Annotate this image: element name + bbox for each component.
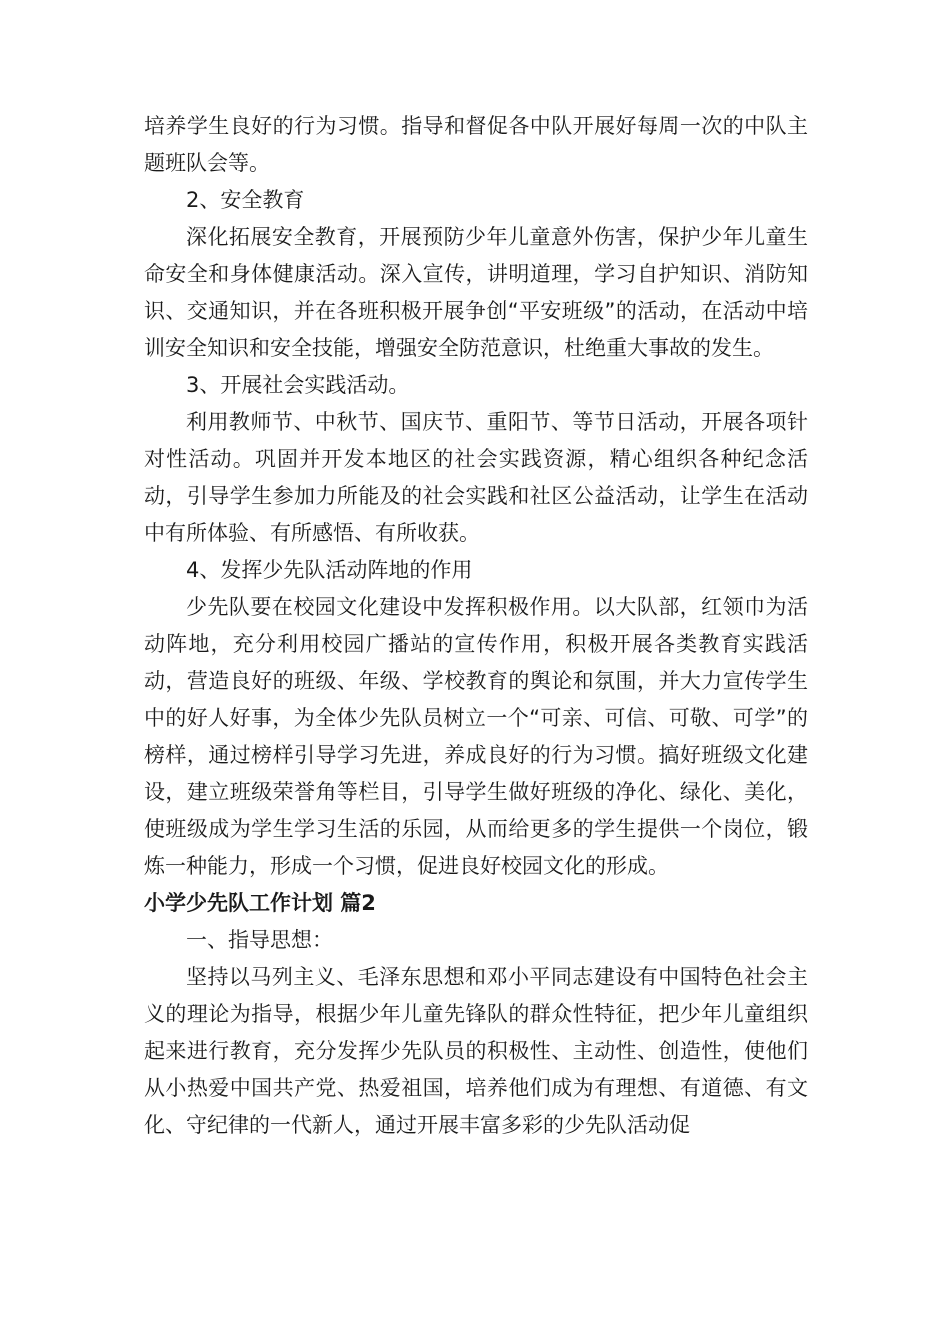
section-heading-guiding-ideology: 一、指导思想： <box>186 928 333 952</box>
paragraph-safety-education: 深化拓展安全教育，开展预防少年儿童意外伤害，保护少年儿童生命安全和身体健康活动。深入宣传，讲明道理，学习自护知识、消防知识、交通知识，并在各班积极开展争创“平安班级”的活动，在活动中培训安全知识和安全技能，增强安全防范意识，杜绝重大事故的发生。 <box>144 225 808 360</box>
paragraph-pioneer-position: 少先队要在校园文化建设中发挥积极作用。以大队部，红领巾为活动阵地，充分利用校园广播站的宣传作用，积极开展各类教育实践活动，营造良好的班级、年级、学校教育的舆论和氛围，并大力宣传学生中的好人好事，为全体少先队员树立一个“可亲、可信、可敬、可学”的榜样，通过榜样引导学习先进，养成良好的行为习惯。搞好班级文化建设，建立班级荣誉角等栏目，引导学生做好班级的净化、绿化、美化，使班级成为学生学习生活的乐园，从而给更多的学生提供一个岗位，锻炼一种能力，形成一个习惯，促进良好校园文化的形成。 <box>144 595 808 878</box>
paragraph-continuation: 培养学生良好的行为习惯。指导和督促各中队开展好每周一次的中队主题班队会等。 <box>144 114 808 175</box>
section-heading-pioneer-position: 4、发挥少先队活动阵地的作用 <box>186 558 473 582</box>
paragraph-guiding-ideology: 坚持以马列主义、毛泽东思想和邓小平同志建设有中国特色社会主义的理论为指导，根据少年儿童先锋队的群众性特征，把少年儿童组织起来进行教育，充分发挥少先队员的积极性、主动性、创造性，使他们从小热爱中国共产党、热爱祖国，培养他们成为有理想、有道德、有文化、守纪律的一代新人，通过开展丰富多彩的少先队活动促 <box>144 965 808 1137</box>
section-heading-social-practice: 3、开展社会实践活动。 <box>186 373 410 397</box>
section-heading-safety-education: 2、安全教育 <box>186 188 305 212</box>
plan-title-part-2: 小学少先队工作计划 篇2 <box>144 891 376 915</box>
paragraph-social-practice: 利用教师节、中秋节、国庆节、重阳节、等节日活动，开展各项针对性活动。巩固并开发本地区的社会实践资源，精心组织各种纪念活动，引导学生参加力所能及的社会实践和社区公益活动，让学生在活动中有所体验、有所感悟、有所收获。 <box>144 410 808 545</box>
document-body <box>144 108 808 1144</box>
